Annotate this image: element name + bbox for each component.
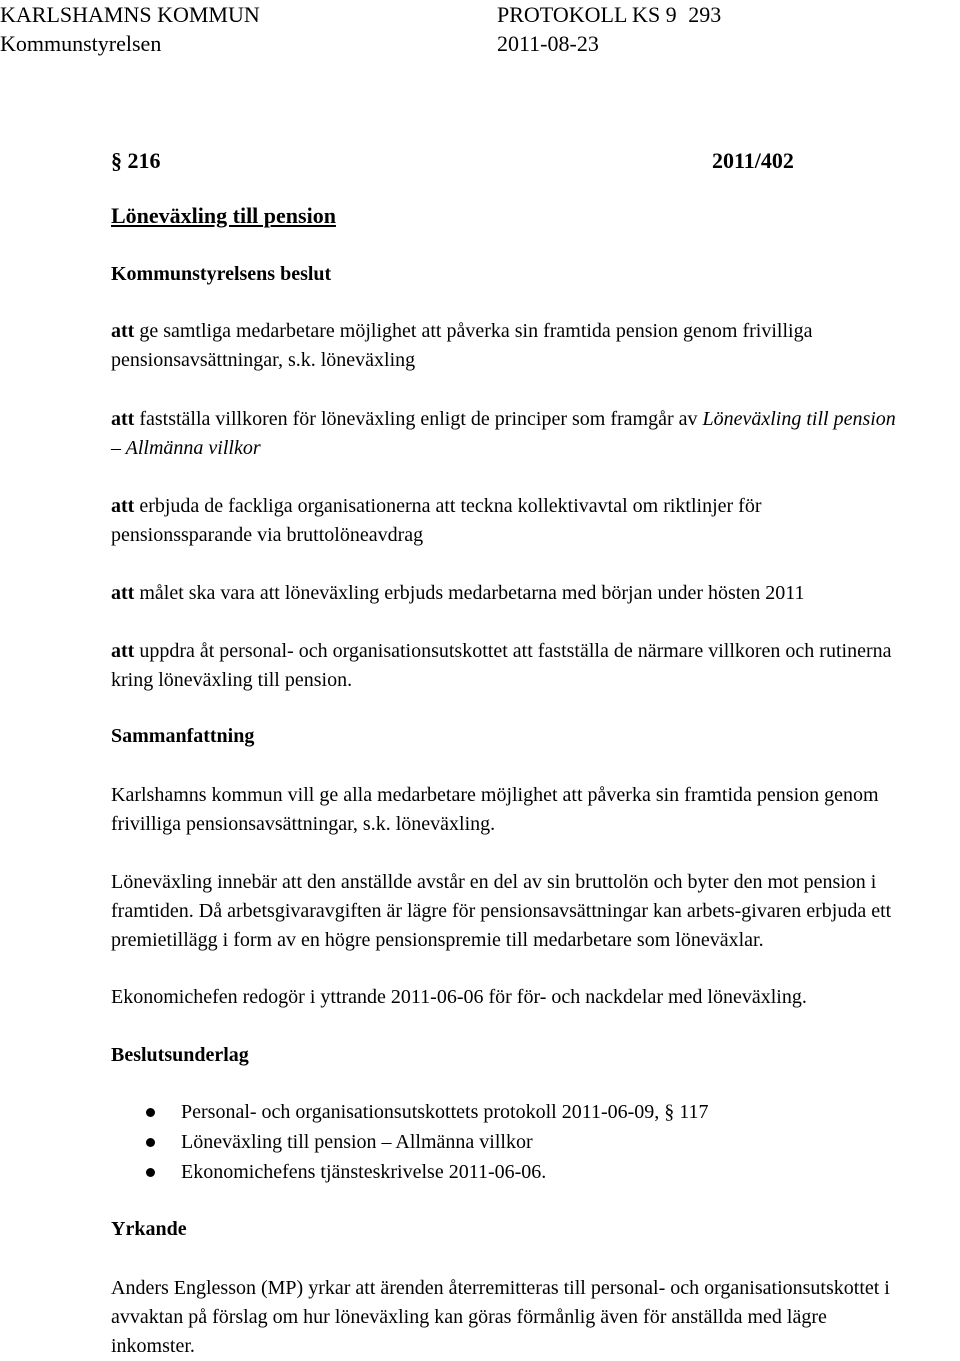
referenced-document-subtitle: – Allmänna villkor bbox=[111, 437, 261, 459]
case-number: 2011/402 bbox=[712, 148, 794, 173]
summary-p2-line-2: framtiden. Då arbetsgivaravgiften är lägre för pensionsavsättningar kan arbets-givaren erbjuda ett bbox=[111, 900, 892, 922]
decision-item-2-line-1: fastställa villkoren för löneväxling enligt de principer som framgår av bbox=[139, 408, 698, 430]
list-item-text: Ekonomichefens tjänsteskrivelse 2011-06-06. bbox=[181, 1161, 547, 1183]
referenced-document-title: Löneväxling till pension bbox=[702, 408, 896, 430]
decision-item-3-line-2: pensionssparande via bruttolöneavdrag bbox=[111, 524, 424, 546]
page-number: 293 bbox=[688, 2, 722, 27]
motion-heading: Yrkande bbox=[111, 1218, 187, 1240]
summary-p2-line-1: Löneväxling innebär att den anställde avstår en del av sin bruttolön och byter den mot pension i bbox=[111, 871, 877, 893]
att-lead: att bbox=[111, 320, 135, 342]
summary-p1-line-1: Karlshamns kommun vill ge alla medarbetare möjlighet att påverka sin framtida pension genom bbox=[111, 784, 879, 806]
header-body: Kommunstyrelsen bbox=[0, 31, 162, 56]
decision-item-2 bbox=[111, 405, 960, 463]
decision-heading: Kommunstyrelsens beslut bbox=[111, 263, 332, 285]
protocol-name: PROTOKOLL KS 9 bbox=[497, 2, 677, 27]
list-item bbox=[111, 1158, 709, 1188]
summary-p3-line-1: Ekonomichefen redogör i yttrande 2011-06-06 för för- och nackdelar med löneväxling. bbox=[111, 986, 807, 1008]
motion-line-3: inkomster. bbox=[111, 1335, 195, 1357]
bullet-icon bbox=[146, 1138, 155, 1147]
decision-item-4 bbox=[111, 579, 960, 608]
summary-heading: Sammanfattning bbox=[111, 725, 255, 747]
decision-item-3 bbox=[111, 492, 960, 550]
list-item bbox=[111, 1098, 709, 1128]
summary-paragraph-1 bbox=[111, 781, 960, 839]
summary-p2-line-3: premietillägg i form av en högre pensionspremie till medarbetare som löneväxlar. bbox=[111, 929, 764, 951]
motion-line-1: Anders Englesson (MP) yrkar att ärenden återremitteras till personal- och organisationsutskottet i bbox=[111, 1277, 890, 1299]
motion-paragraph bbox=[111, 1274, 960, 1361]
basis-list bbox=[111, 1098, 709, 1188]
bullet-icon bbox=[146, 1108, 155, 1117]
section-number: § 216 bbox=[111, 148, 161, 173]
summary-p1-line-2: frivilliga pensionsavsättningar, s.k. löneväxling. bbox=[111, 813, 496, 835]
decision-item-1-line-2: pensionsavsättningar, s.k. löneväxling bbox=[111, 349, 416, 371]
att-lead: att bbox=[111, 582, 135, 604]
decision-item-1 bbox=[111, 317, 960, 375]
decision-item-5 bbox=[111, 637, 960, 695]
list-item-text: Personal- och organisationsutskottets protokoll 2011-06-09, § 117 bbox=[181, 1101, 709, 1123]
bullet-icon bbox=[146, 1168, 155, 1177]
summary-paragraph-3 bbox=[111, 983, 960, 1012]
decision-item-4-line-1: målet ska vara att löneväxling erbjuds medarbetarna med början under hösten 2011 bbox=[139, 582, 805, 604]
header-date: 2011-08-23 bbox=[497, 31, 599, 56]
att-lead: att bbox=[111, 640, 135, 662]
list-item bbox=[111, 1128, 709, 1158]
summary-paragraph-2 bbox=[111, 868, 960, 955]
basis-heading: Beslutsunderlag bbox=[111, 1044, 249, 1066]
att-lead: att bbox=[111, 495, 135, 517]
att-lead: att bbox=[111, 408, 135, 430]
list-item-text: Löneväxling till pension – Allmänna villkor bbox=[181, 1131, 533, 1153]
motion-line-2: avvaktan på förslag om hur löneväxling kan göras förmånlig även för anställda med lägre bbox=[111, 1306, 827, 1328]
decision-item-5-line-2: kring löneväxling till pension. bbox=[111, 669, 353, 691]
decision-item-1-line-1: ge samtliga medarbetare möjlighet att påverka sin framtida pension genom frivilliga bbox=[139, 320, 813, 342]
case-title: Löneväxling till pension bbox=[111, 203, 336, 228]
decision-item-5-line-1: uppdra åt personal- och organisationsutskottet att fastställa de närmare villkoren och rutinerna bbox=[139, 640, 892, 662]
decision-item-3-line-1: erbjuda de fackliga organisationerna att teckna kollektivavtal om riktlinjer för bbox=[139, 495, 762, 517]
protocol-label bbox=[497, 2, 721, 28]
org-name: KARLSHAMNS KOMMUN bbox=[0, 2, 260, 27]
